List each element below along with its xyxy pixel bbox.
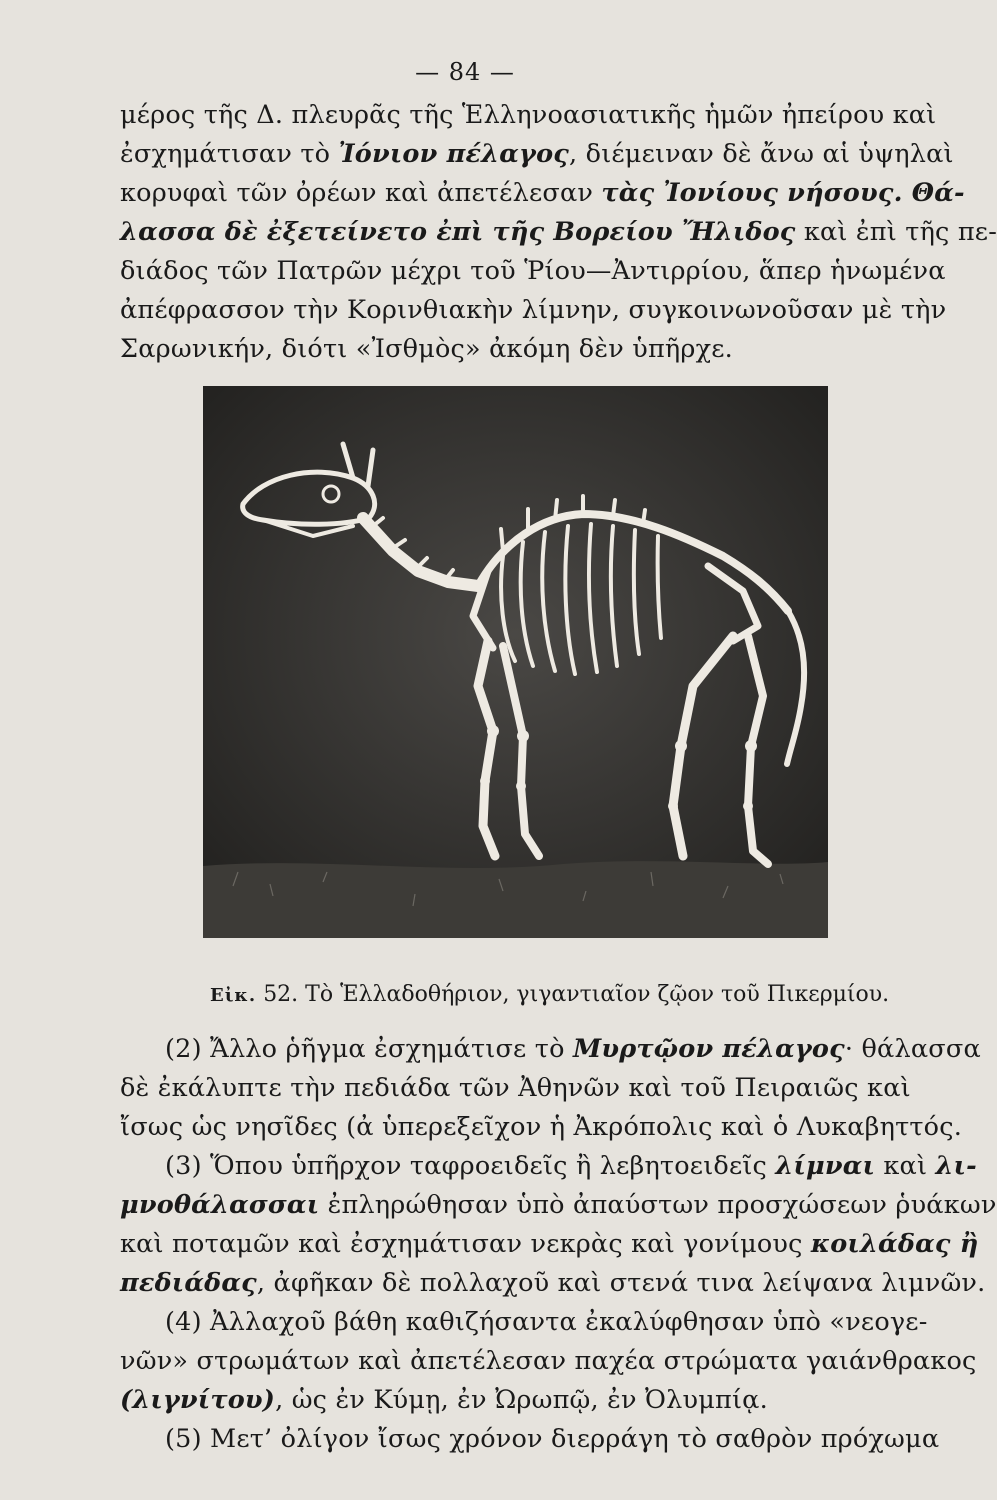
note-2-line: (2) Ἄλλο ῥῆγμα ἐσχημάτισε τὸ Μυρτῷον πέλαγος· θάλασσα xyxy=(165,1034,981,1064)
figure-label: Εἰκ. xyxy=(210,985,257,1006)
note-3-line: πεδιάδας, ἀφῆκαν δὲ πολλαχοῦ καὶ στενά τινα λείψανα λιμνῶν. xyxy=(120,1268,986,1298)
note-2-line: δὲ ἐκάλυπτε τὴν πεδιάδα τῶν Ἀθηνῶν καὶ τοῦ Πειραιῶς καὶ xyxy=(120,1073,911,1103)
emphasis-lagoons: μνοθάλασσαι xyxy=(120,1190,320,1220)
emphasis-plains: πεδιάδας xyxy=(120,1268,257,1298)
note-2-line: ἴσως ὡς νησῖδες (ἀ ὑπερεξεῖχον ἡ Ἀκρόπολις καὶ ὁ Λυκαβηττός. xyxy=(120,1112,963,1142)
note-3-line: καὶ ποταμῶν καὶ ἐσχημάτισαν νεκρὰς καὶ γονίμους κοιλάδας ἢ xyxy=(120,1229,979,1259)
emphasis-sea-elis: λασσα δὲ ἐξετείνετο ἐπὶ τῆς Βορείου Ἤλιδος xyxy=(120,217,796,247)
emphasis-ionian-sea: Ἰόνιον πέλαγος xyxy=(338,139,570,169)
text-line: διάδος τῶν Πατρῶν μέχρι τοῦ Ῥίου—Ἀντιρρίου, ἅπερ ἡνωμένα xyxy=(120,256,946,286)
text-line: ἀπέφρασσον τὴν Κορινθιακὴν λίμνην, συγκοινωνοῦσαν μὲ τὴν xyxy=(120,295,947,325)
note-4-line: νῶν» στρωμάτων καὶ ἀπετέλεσαν παχέα στρώματα γαιάνθρακος xyxy=(120,1346,977,1376)
text-line: ἐσχημάτισαν τὸ Ἰόνιον πέλαγος, διέμειναν δὲ ἄνω αἱ ὑψηλαὶ xyxy=(120,139,954,169)
emphasis-lakes: λίμναι xyxy=(775,1151,876,1181)
emphasis-valleys: κοιλάδας ἢ xyxy=(810,1229,979,1259)
emphasis-ionian-islands: τὰς Ἰονίους νήσους xyxy=(601,178,894,208)
paragraph-continuation xyxy=(120,96,997,369)
figure-caption-text: Τὸ Ἑλλαδοθήριον, γιγαντιαῖον ζῷον τοῦ Πικερμίου. xyxy=(298,982,890,1007)
helladotherium-skeleton-illustration xyxy=(203,386,828,938)
footnotes xyxy=(120,1030,997,1459)
text-line: Σαρωνικήν, διότι «Ἰσθμὸς» ἀκόμη δὲν ὑπῆρχε. xyxy=(120,334,733,364)
emphasis-lignite: (λιγνίτου) xyxy=(120,1385,276,1415)
text-line: λασσα δὲ ἐξετείνετο ἐπὶ τῆς Βορείου Ἤλιδος καὶ ἐπὶ τῆς πε- xyxy=(120,217,997,247)
note-3-line: μνοθάλασσαι ἐπληρώθησαν ὑπὸ ἀπαύστων προσχώσεων ῥυάκων xyxy=(120,1190,997,1220)
emphasis-myrtoan-sea: Μυρτῷον πέλαγος xyxy=(572,1034,845,1064)
page-number: — 84 — xyxy=(415,58,515,86)
figure-number: 52. xyxy=(263,982,299,1007)
text-line: κορυφαὶ τῶν ὀρέων καὶ ἀπετέλεσαν τὰς Ἰονίους νήσους. Θά- xyxy=(120,178,965,208)
figure-caption xyxy=(210,982,910,1007)
note-4-line: (λιγνίτου), ὡς ἐν Κύμῃ, ἐν Ὠρωπῷ, ἐν Ὀλυμπίᾳ. xyxy=(120,1385,768,1415)
note-4-line: (4) Ἀλλαχοῦ βάθη καθιζήσαντα ἐκαλύφθησαν ὑπὸ «νεογε- xyxy=(165,1307,928,1337)
text-line: μέρος τῆς Δ. πλευρᾶς τῆς Ἑλληνοασιατικῆς ἡμῶν ἠπείρου καὶ xyxy=(120,100,937,130)
note-5-line: (5) Μετ’ ὀλίγον ἴσως χρόνον διερράγη τὸ σαθρὸν πρόχωμα xyxy=(165,1424,940,1454)
skeleton-drawing xyxy=(203,386,828,938)
note-3-line: (3) Ὅπου ὑπῆρχον ταφροειδεῖς ἢ λεβητοειδεῖς λίμναι καὶ λι- xyxy=(165,1151,977,1181)
